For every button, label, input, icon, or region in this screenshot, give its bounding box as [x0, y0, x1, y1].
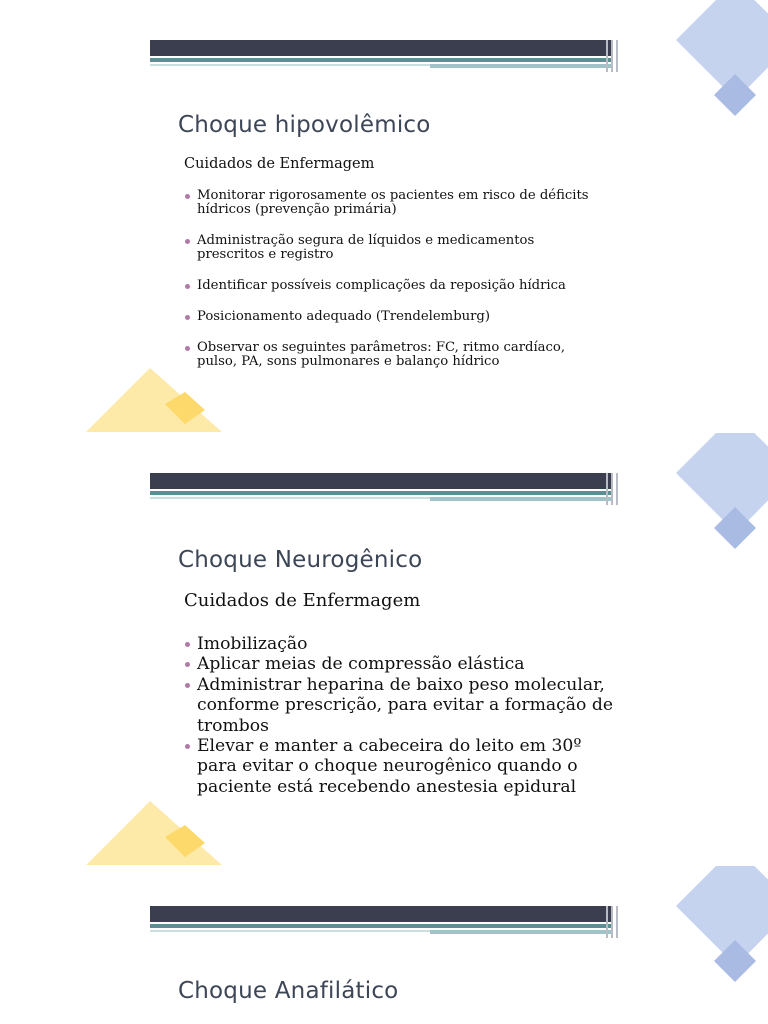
header-accent-light: [150, 497, 430, 499]
slide-anafilatico: [0, 866, 768, 1024]
bullet-item: Identificar possíveis complicações da reposição hídrica: [184, 279, 594, 293]
slide-title: Choque Neurogênico: [178, 547, 423, 573]
bullet-item: Aplicar meias de compressão elástica: [184, 654, 614, 674]
slide-title: Choque Anafilático: [178, 978, 399, 1004]
header-accent-right: [430, 930, 612, 934]
slide-subtitle: Cuidados de Enfermagem: [184, 156, 375, 172]
header-bar: [150, 473, 612, 489]
bullet-item: Elevar e manter a cabeceira do leito em 30º para evitar o choque neurogênico quando o paciente está recebendo anestesia epidural: [184, 736, 614, 797]
header-accent-right: [430, 64, 612, 68]
header-ticks: [606, 473, 620, 505]
header-accent: [150, 58, 612, 62]
header-accent: [150, 924, 612, 928]
bullet-item: Posicionamento adequado (Trendelemburg): [184, 310, 594, 324]
slide-neurogenico: [0, 433, 768, 865]
bullet-list: [184, 634, 614, 797]
bullet-item: Monitorar rigorosamente os pacientes em risco de déficits hídricos (prevenção primária): [184, 189, 594, 217]
bullet-item: Administrar heparina de baixo peso molecular, conforme prescrição, para evitar a formação de trombos: [184, 675, 614, 736]
header-accent-light: [150, 64, 430, 66]
bullet-list: [184, 189, 594, 386]
header-ticks: [606, 40, 620, 72]
header-ticks: [606, 906, 620, 938]
bullet-item: Observar os seguintes parâmetros: FC, ritmo cardíaco, pulso, PA, sons pulmonares e balanço hídrico: [184, 341, 594, 369]
slide-subtitle: Cuidados de Enfermagem: [184, 590, 421, 611]
header-accent-right: [430, 497, 612, 501]
slide-hipovolemico: [0, 0, 768, 432]
header-bar: [150, 906, 612, 922]
slide-title: Choque hipovolêmico: [178, 112, 431, 138]
header-accent: [150, 491, 612, 495]
bullet-item: Imobilização: [184, 634, 614, 654]
bullet-item: Administração segura de líquidos e medicamentos prescritos e registro: [184, 234, 594, 262]
header-bar: [150, 40, 612, 56]
header-accent-light: [150, 930, 430, 932]
